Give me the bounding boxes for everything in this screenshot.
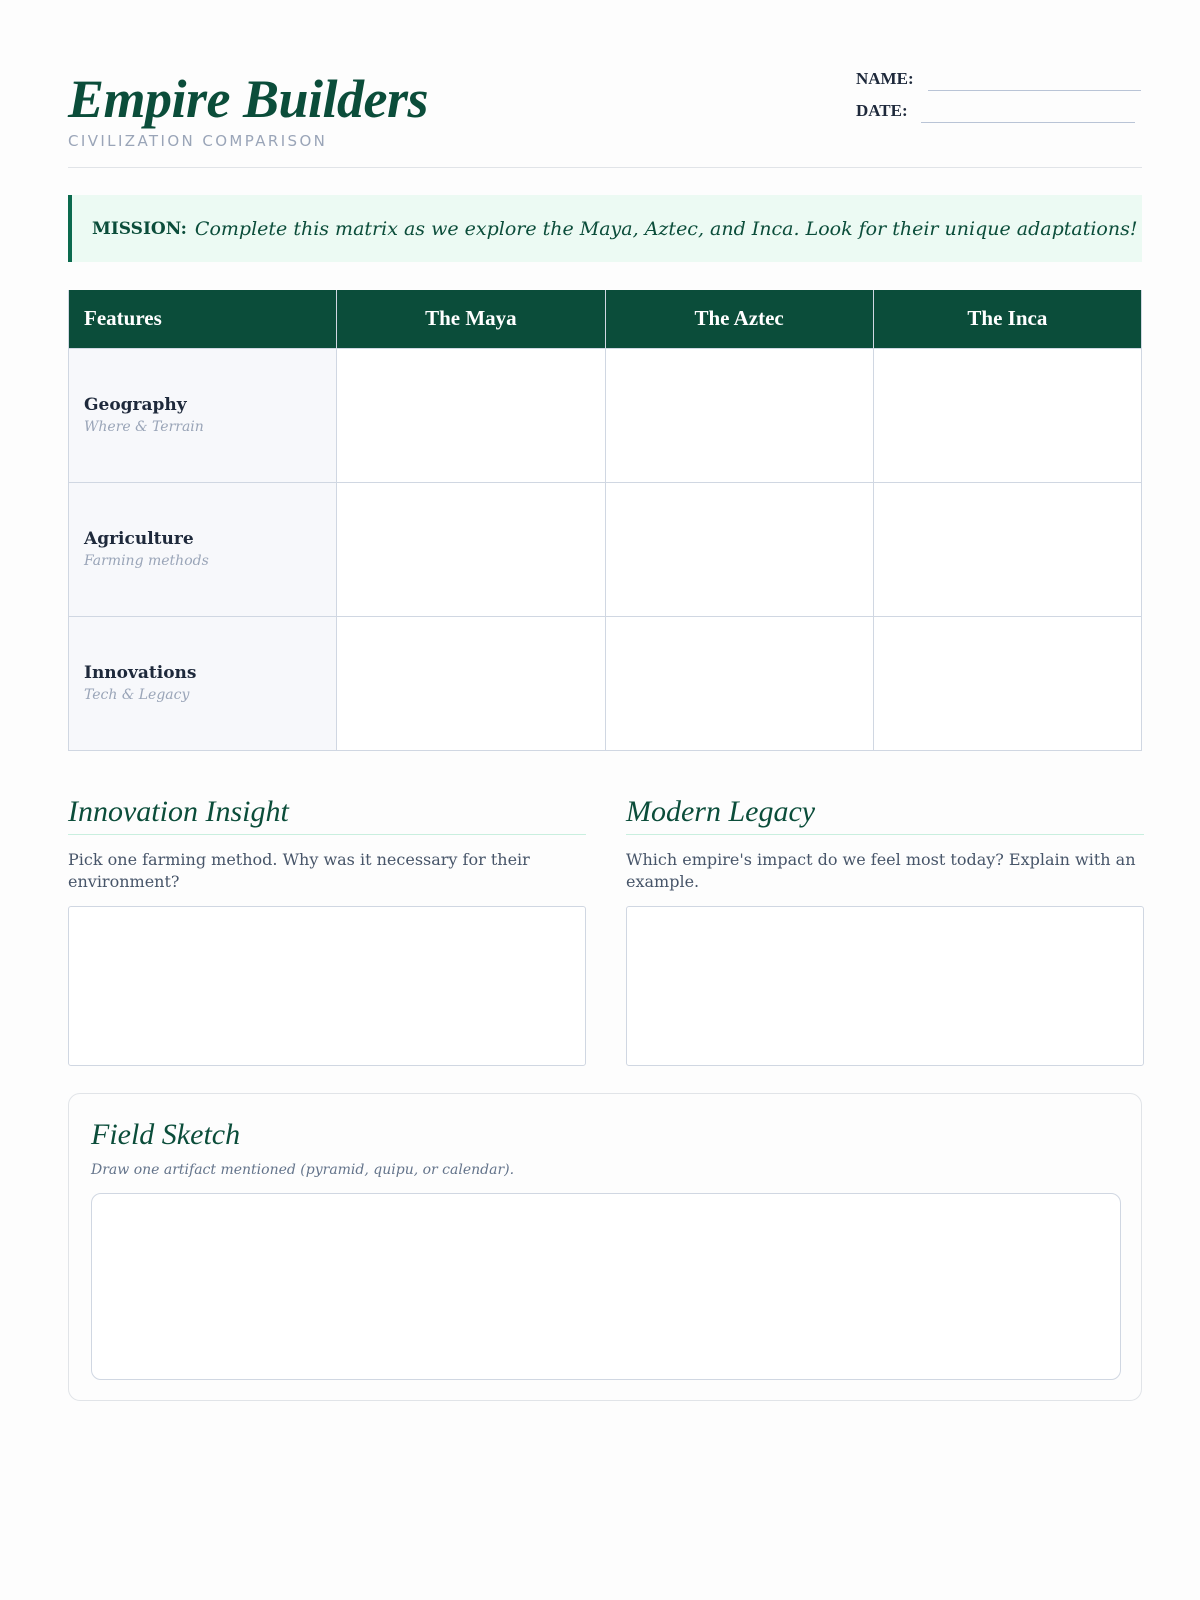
innovation-answer-box[interactable]: [68, 906, 586, 1066]
answer-cell-inca[interactable]: [873, 482, 1141, 616]
page-title: Empire Builders: [68, 69, 429, 129]
date-input-line[interactable]: [921, 122, 1135, 123]
header-aztec: The Aztec: [605, 290, 873, 348]
legacy-answer-box[interactable]: [626, 906, 1144, 1066]
sketch-drawing-area[interactable]: [91, 1193, 1121, 1380]
header-inca: The Inca: [873, 290, 1141, 348]
name-label: NAME:: [856, 69, 914, 88]
date-label: DATE:: [856, 101, 908, 120]
modern-legacy-section: [626, 795, 1144, 1066]
matrix-header-row: [69, 290, 1142, 348]
section-question: Which empire's impact do we feel most today? Explain with an example.: [626, 850, 1136, 891]
answer-cell-inca[interactable]: [873, 616, 1141, 750]
feature-subtitle: Farming methods: [84, 553, 209, 569]
sketch-title: Field Sketch: [91, 1118, 241, 1151]
feature-cell: [69, 348, 337, 482]
answer-cell-aztec[interactable]: [605, 616, 873, 750]
page-subtitle: CIVILIZATION COMPARISON: [68, 132, 328, 150]
section-question: Pick one farming method. Why was it necessary for their environment?: [68, 850, 530, 891]
feature-name: Innovations: [84, 663, 197, 683]
sketch-hint: Draw one artifact mentioned (pyramid, quipu, or calendar).: [91, 1162, 515, 1178]
answer-cell-maya[interactable]: [337, 482, 605, 616]
table-row: [69, 616, 1142, 750]
section-title: Innovation Insight: [68, 795, 586, 835]
mission-text: Complete this matrix as we explore the Maya, Aztec, and Inca. Look for their unique adaptations!: [194, 217, 1138, 240]
answer-cell-maya[interactable]: [337, 348, 605, 482]
feature-subtitle: Tech & Legacy: [84, 687, 190, 703]
section-title: Modern Legacy: [626, 795, 1144, 835]
feature-subtitle: Where & Terrain: [84, 419, 204, 435]
name-input-line[interactable]: [928, 90, 1141, 91]
header-maya: The Maya: [337, 290, 605, 348]
answer-cell-maya[interactable]: [337, 616, 605, 750]
header-features: Features: [69, 290, 337, 348]
date-field: [856, 101, 908, 121]
table-row: [69, 482, 1142, 616]
innovation-insight-section: [68, 795, 586, 1066]
table-row: [69, 348, 1142, 482]
answer-cell-inca[interactable]: [873, 348, 1141, 482]
feature-name: Geography: [84, 395, 187, 415]
feature-name: Agriculture: [84, 529, 194, 549]
comparison-matrix: [68, 290, 1142, 751]
answer-cell-aztec[interactable]: [605, 482, 873, 616]
mission-banner: [68, 195, 1142, 262]
name-field: [856, 69, 914, 89]
feature-cell: [69, 616, 337, 750]
worksheet-header: [68, 64, 1142, 168]
field-sketch-card: [68, 1093, 1142, 1401]
mission-label: MISSION:: [92, 218, 187, 239]
feature-cell: [69, 482, 337, 616]
answer-cell-aztec[interactable]: [605, 348, 873, 482]
